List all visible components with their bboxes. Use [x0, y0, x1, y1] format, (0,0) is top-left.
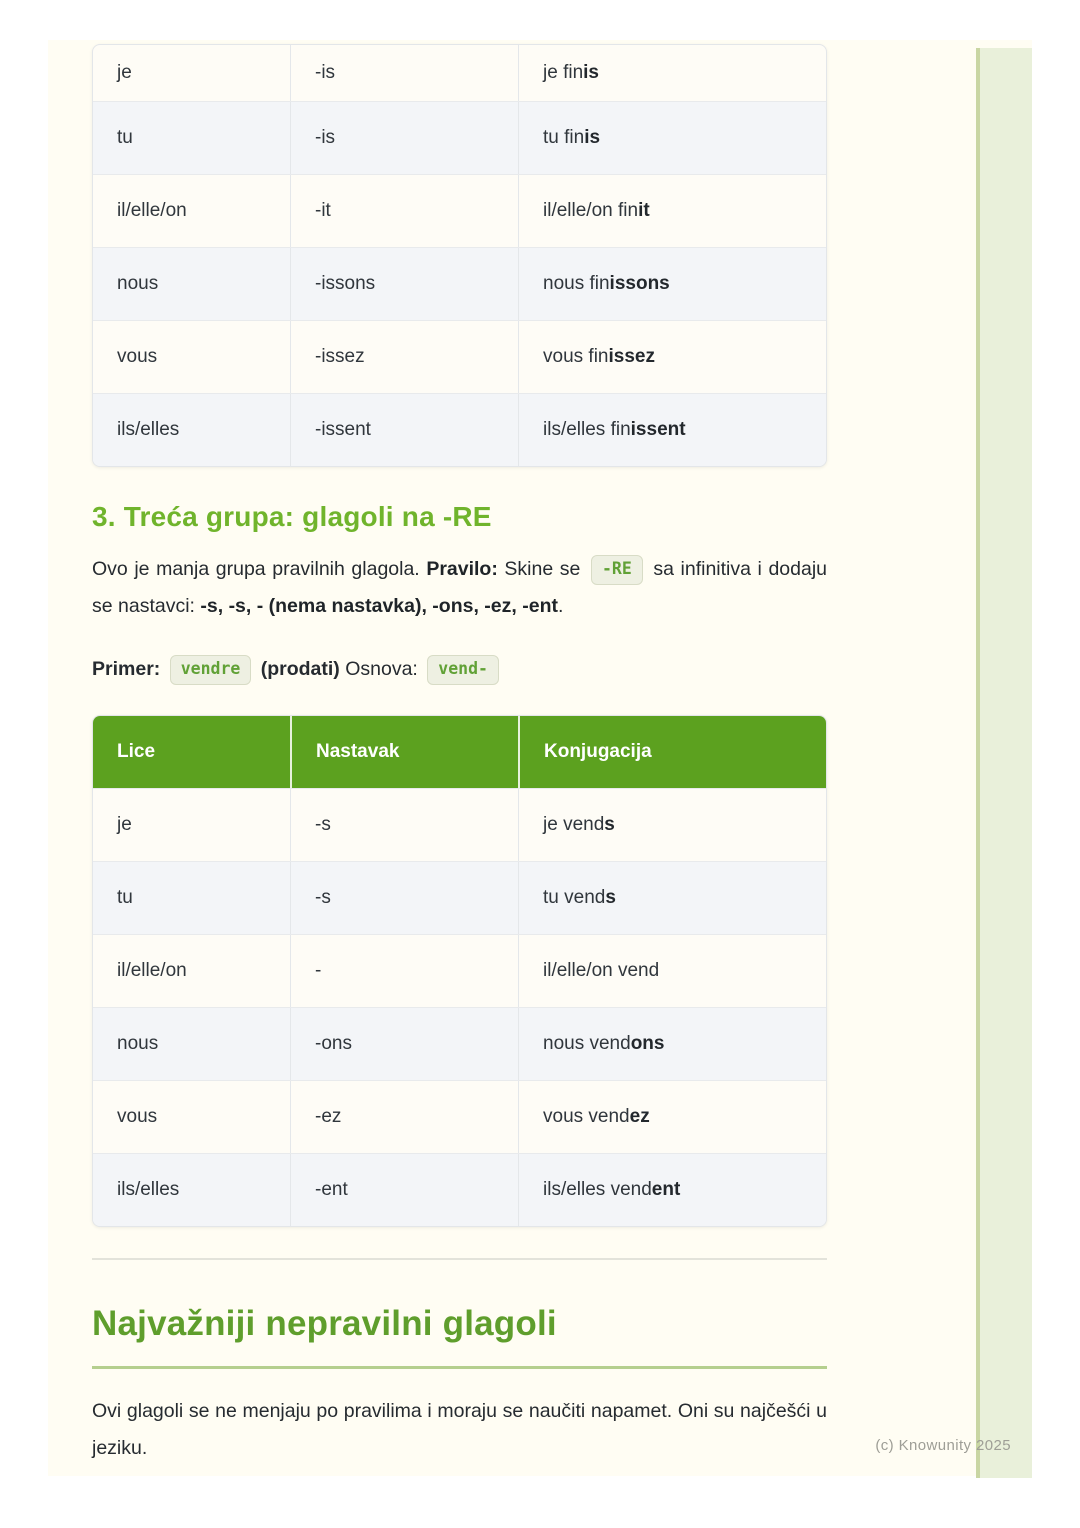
- conjugation-cell: il/elle/on finit: [518, 175, 826, 247]
- person-cell: nous: [117, 273, 159, 294]
- section-divider: [92, 1258, 827, 1260]
- primer-line: [92, 649, 827, 689]
- table-row: [93, 1080, 826, 1153]
- page-title-irregular-verbs: Najvažniji nepravilni glagoli: [92, 1304, 557, 1343]
- primer-osnova-label: Osnova:: [339, 658, 418, 680]
- primer-translation: (prodati): [260, 658, 340, 680]
- ending-cell: -is: [290, 45, 518, 101]
- code-chip-vend-stem: vend-: [427, 655, 499, 685]
- table-row: [93, 861, 826, 934]
- person-cell: nous: [117, 1033, 159, 1054]
- rule-mid-text: Skine se: [497, 558, 587, 580]
- document-page: [48, 40, 1032, 1476]
- conjugation-cell: tu vends: [518, 862, 826, 934]
- primer-label: Primer:: [92, 658, 161, 680]
- conjugation-cell: tu finis: [518, 102, 826, 174]
- ending-cell: -: [290, 935, 518, 1007]
- conjugation-cell: nous finissons: [518, 248, 826, 320]
- table-row: [93, 934, 826, 1007]
- table-row: [93, 45, 826, 101]
- person-cell: vous: [117, 346, 158, 367]
- person-cell: il/elle/on: [117, 960, 187, 981]
- ending-cell: -s: [290, 862, 518, 934]
- person-cell: je: [117, 814, 132, 835]
- code-chip-re-suffix: -RE: [591, 555, 643, 585]
- person-cell: vous: [117, 1106, 158, 1127]
- table-header-row: [93, 716, 826, 788]
- section-heading-re-group: 3. Treća grupa: glagoli na -RE: [92, 501, 492, 532]
- irregular-intro-paragraph: Ovi glagoli se ne menjaju po pravilima i moraju se naučiti napamet. Oni su najčešći u jeziku.: [92, 1400, 827, 1459]
- ending-cell: -it: [290, 175, 518, 247]
- person-cell: tu: [117, 127, 133, 148]
- rule-label: Pravilo:: [426, 558, 498, 580]
- rule-period: .: [557, 595, 564, 617]
- person-cell: il/elle/on: [117, 200, 187, 221]
- conjugation-cell: il/elle/on vend: [518, 935, 826, 1007]
- person-cell: je: [117, 62, 132, 83]
- conjugation-cell: vous vendez: [518, 1081, 826, 1153]
- rule-intro-text: Ovo je manja grupa pravilnih glagola.: [92, 558, 427, 580]
- table-row: [93, 101, 826, 174]
- table-row: [93, 393, 826, 466]
- person-cell: tu: [117, 887, 133, 908]
- conjugation-cell: ils/elles vendent: [518, 1154, 826, 1226]
- rule-paragraph: [92, 551, 827, 625]
- title-underline: [92, 1366, 827, 1369]
- page-content: [92, 40, 827, 1467]
- table-row: [93, 320, 826, 393]
- person-cell: ils/elles: [117, 419, 180, 440]
- person-cell: ils/elles: [117, 1179, 180, 1200]
- ending-cell: -ons: [290, 1008, 518, 1080]
- ending-cell: -issons: [290, 248, 518, 320]
- conjugation-cell: vous finissez: [518, 321, 826, 393]
- conjugation-table-finir: [92, 44, 827, 467]
- ending-cell: -issent: [290, 394, 518, 466]
- conjugation-cell: nous vendons: [518, 1008, 826, 1080]
- conjugation-cell: ils/elles finissent: [518, 394, 826, 466]
- conjugation-table-vendre: [92, 715, 827, 1227]
- ending-cell: -is: [290, 102, 518, 174]
- table-row: [93, 174, 826, 247]
- rule-endings-bold: -s, -s, - (nema nastavka), -ons, -ez, -ent: [200, 595, 558, 617]
- code-chip-vendre: vendre: [170, 655, 252, 685]
- rule-after-chip-text: sa infinitiva i dodaju se nastavci:: [92, 558, 828, 617]
- copyright-footer: (c) Knowunity 2025: [875, 1437, 1011, 1454]
- conjugation-cell: je vends: [518, 789, 826, 861]
- page-right-accent-strip: [976, 48, 1032, 1478]
- ending-cell: -s: [290, 789, 518, 861]
- ending-cell: -issez: [290, 321, 518, 393]
- conjugation-cell: je finis: [518, 45, 826, 101]
- table-row: [93, 1007, 826, 1080]
- table-header-cell: Nastavak: [290, 716, 518, 788]
- table-header-cell: Lice: [117, 741, 156, 762]
- table-header-cell: Konjugacija: [518, 716, 826, 788]
- table-row: [93, 1153, 826, 1226]
- table-row: [93, 788, 826, 861]
- ending-cell: -ent: [290, 1154, 518, 1226]
- table-row: [93, 247, 826, 320]
- ending-cell: -ez: [290, 1081, 518, 1153]
